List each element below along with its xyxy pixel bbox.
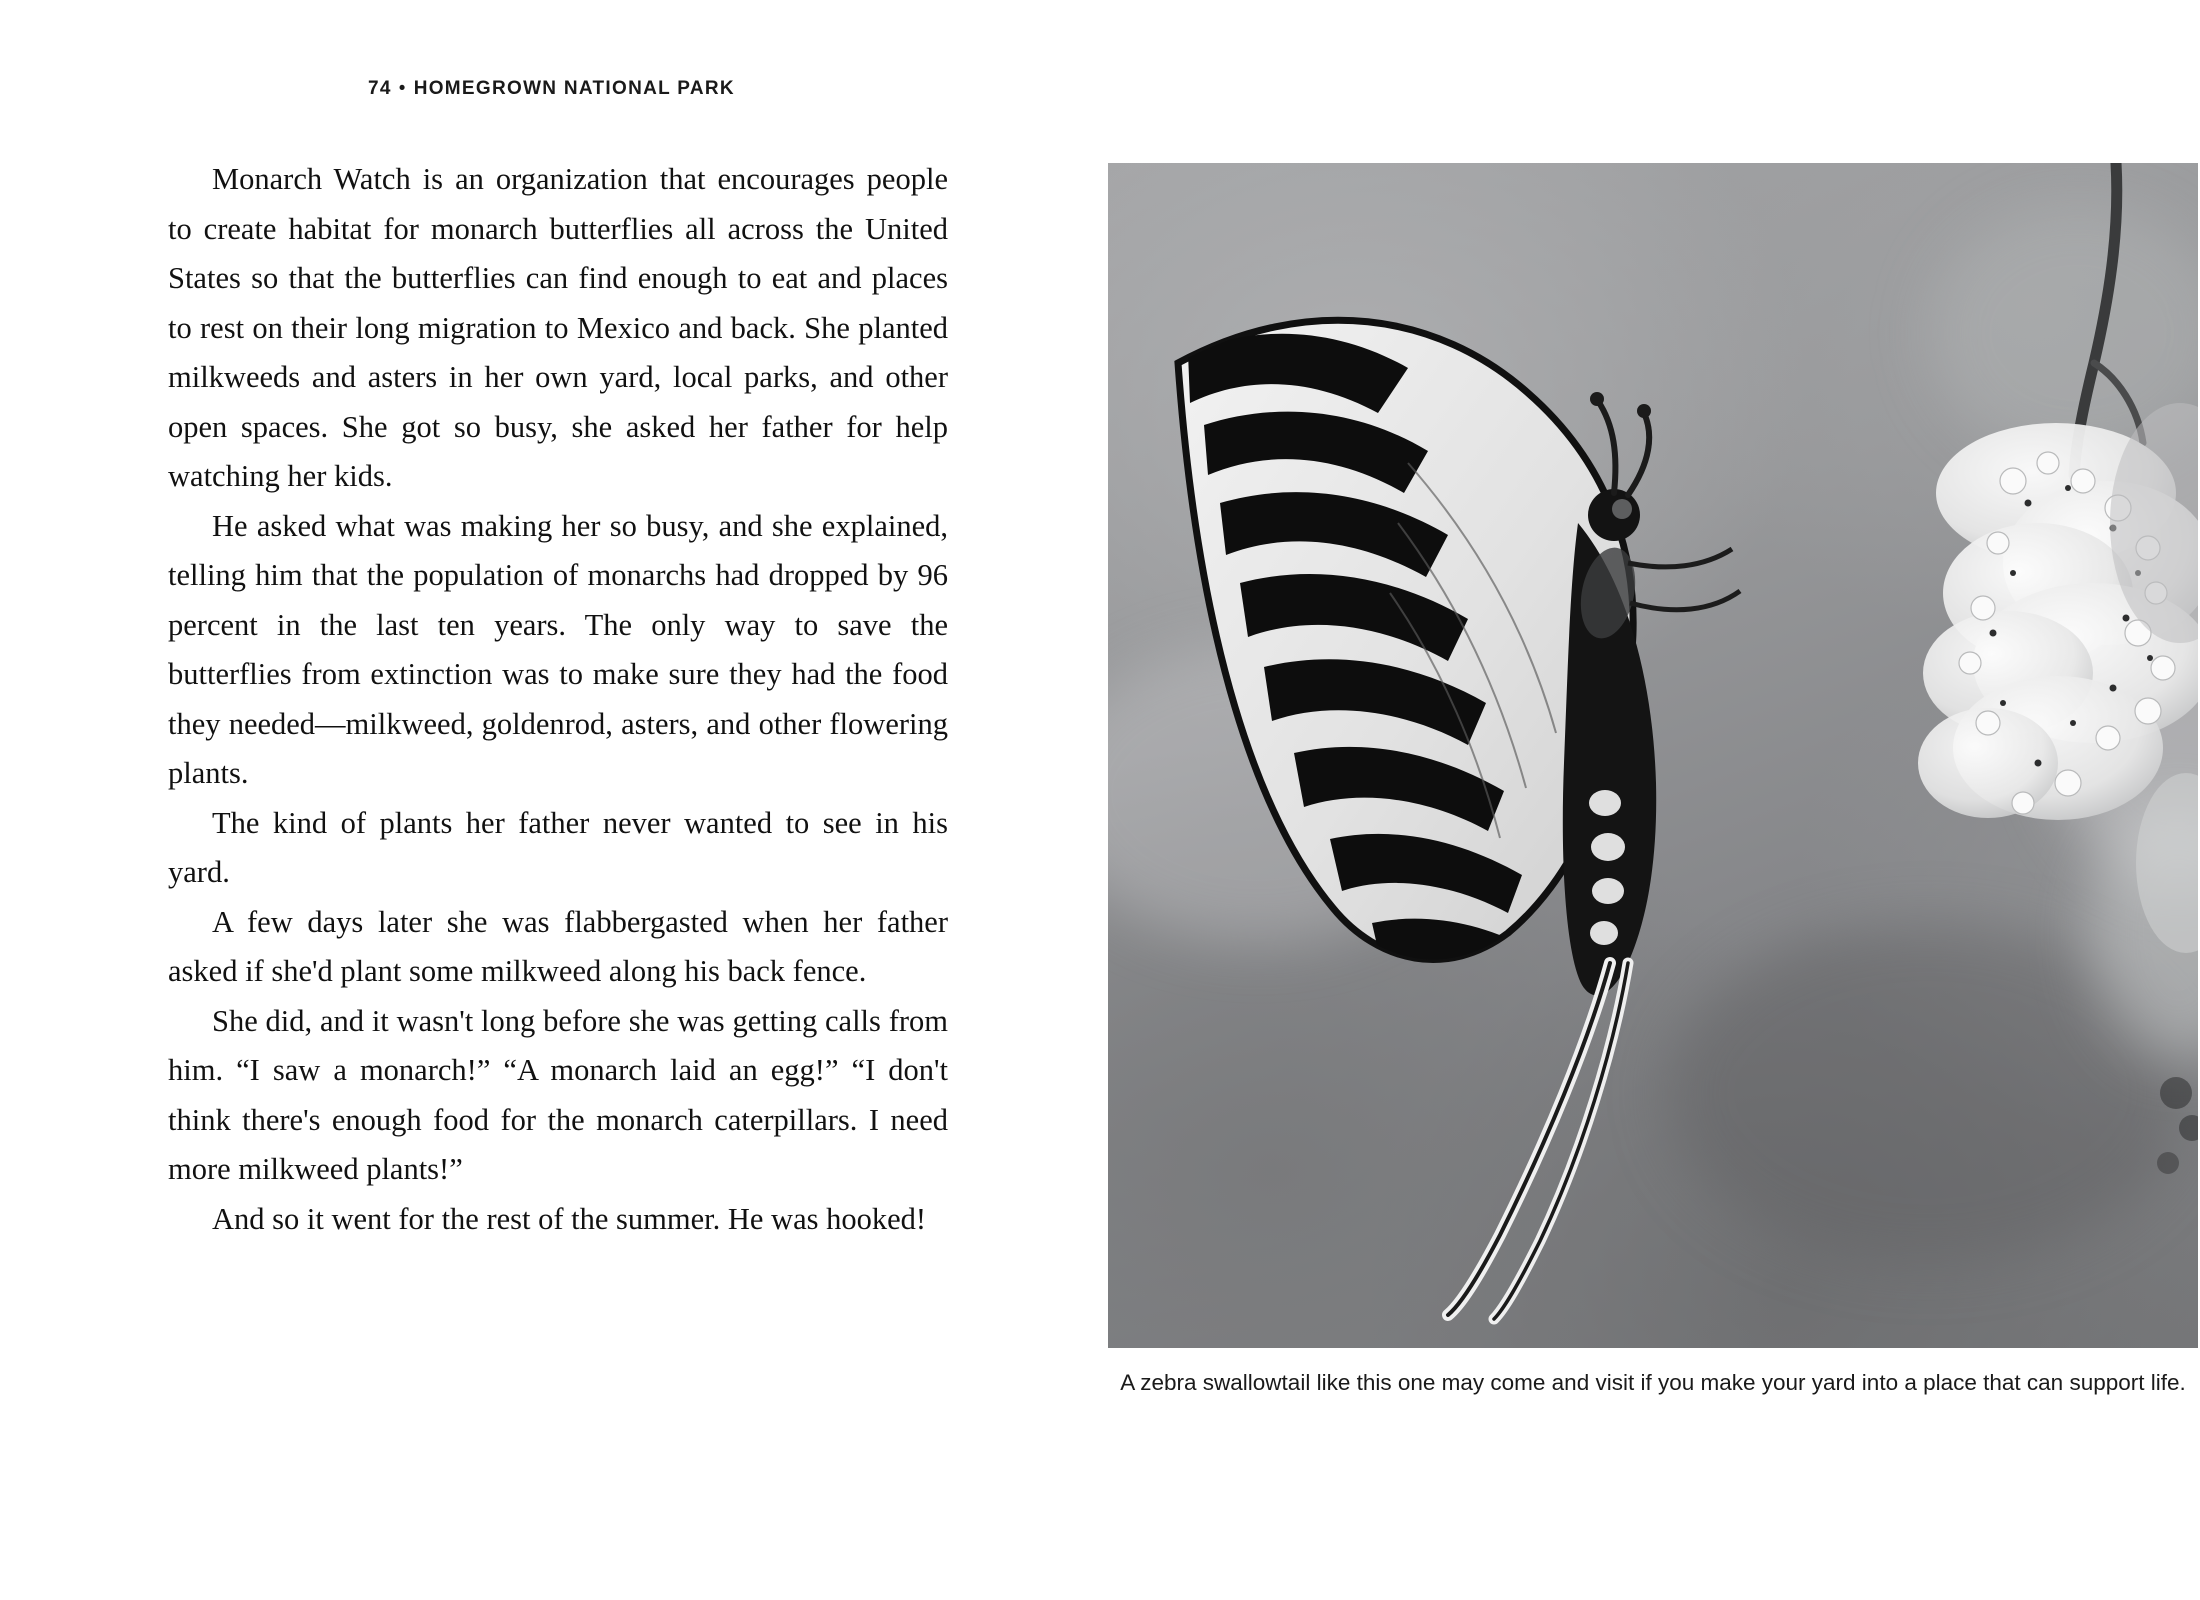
page-number: 74	[368, 78, 392, 99]
paragraph: And so it went for the rest of the summer. He was hooked!	[212, 1201, 927, 1236]
body-text-column	[168, 155, 948, 1244]
photo-artwork	[1108, 163, 2198, 1348]
paragraph: The kind of plants her father never wanted to see in his yard.	[168, 805, 948, 889]
running-head-separator: •	[398, 78, 407, 99]
running-head	[368, 78, 735, 100]
butterfly	[1178, 320, 1740, 1319]
book-title: HOMEGROWN NATIONAL PARK	[413, 78, 735, 99]
paragraph: She did, and it wasn't long before she was getting calls from him. “I saw a monarch!” “A monarch laid an egg!” “I don't think there's enough food for the monarch caterpillars. I need more milkweed plants!”	[168, 1003, 948, 1186]
paragraph: He asked what was making her so busy, and she explained, telling him that the population of monarchs had dropped by 96 percent in the last ten years. The only way to save the butterflies from extinction was to make sure they had the food they needed—milkweed, goldenrod, asters, and other flowering plants.	[168, 508, 948, 790]
paragraph: A few days later she was flabbergasted when her father asked if she'd plant some milkweed along his back fence.	[168, 904, 948, 988]
figure-caption: A zebra swallowtail like this one may come and visit if you make your yard into a place that can support life.	[1120, 1370, 2186, 1395]
paragraph: Monarch Watch is an organization that encourages people to create habitat for monarch butterflies all across the United States so that the butterflies can find enough to eat and places to rest on their long migration to Mexico and back. She planted milkweeds and asters in her own yard, local parks, and other open spaces. She got so busy, she asked her father for help watching her kids.	[168, 162, 948, 493]
figure	[1108, 163, 2198, 1395]
butterfly-photo	[1108, 163, 2198, 1348]
